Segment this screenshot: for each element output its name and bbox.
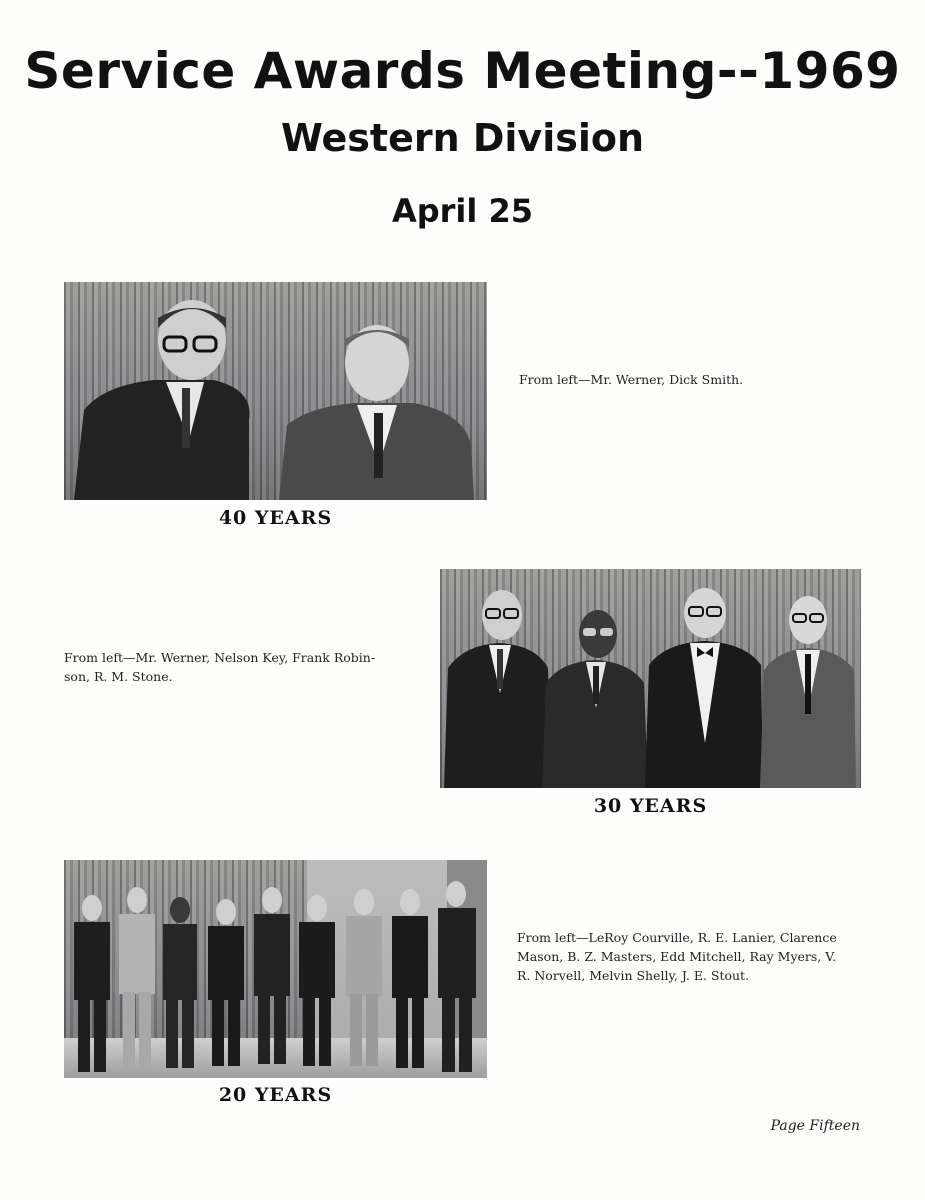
caption-20-years	[517, 928, 867, 985]
years-label-40: 40 YEARS	[218, 507, 333, 529]
person-figure	[645, 583, 765, 788]
caption-line: From left—LeRoy Courville, R. E. Lanier, Clarence	[517, 930, 837, 945]
caption-40-years: From left—Mr. Werner, Dick Smith.	[519, 372, 744, 387]
years-label-20: 20 YEARS	[218, 1084, 333, 1106]
person-figure	[540, 598, 650, 788]
person-figure	[74, 290, 294, 500]
photo-40-years	[64, 282, 487, 500]
person-figure	[758, 590, 858, 788]
photo-20-years	[64, 860, 487, 1078]
person-figure	[279, 315, 479, 500]
photo-30-years	[440, 569, 861, 788]
person-figure	[444, 583, 554, 788]
caption-line: son, R. M. Stone.	[64, 669, 173, 684]
years-label-30: 30 YEARS	[593, 795, 708, 817]
page-number: Page Fifteen	[770, 1118, 860, 1134]
division-subtitle: Western Division	[280, 116, 645, 160]
group-figures	[64, 860, 487, 1078]
caption-line: Mason, B. Z. Masters, Edd Mitchell, Ray Myers, V.	[517, 949, 837, 964]
page-title: Service Awards Meeting--1969	[24, 42, 901, 100]
caption-line: R. Norvell, Melvin Shelly, J. E. Stout.	[517, 968, 750, 983]
caption-line: From left—Mr. Werner, Nelson Key, Frank Robin-	[64, 650, 376, 665]
caption-30-years	[64, 648, 424, 686]
meeting-date: April 25	[391, 192, 534, 230]
